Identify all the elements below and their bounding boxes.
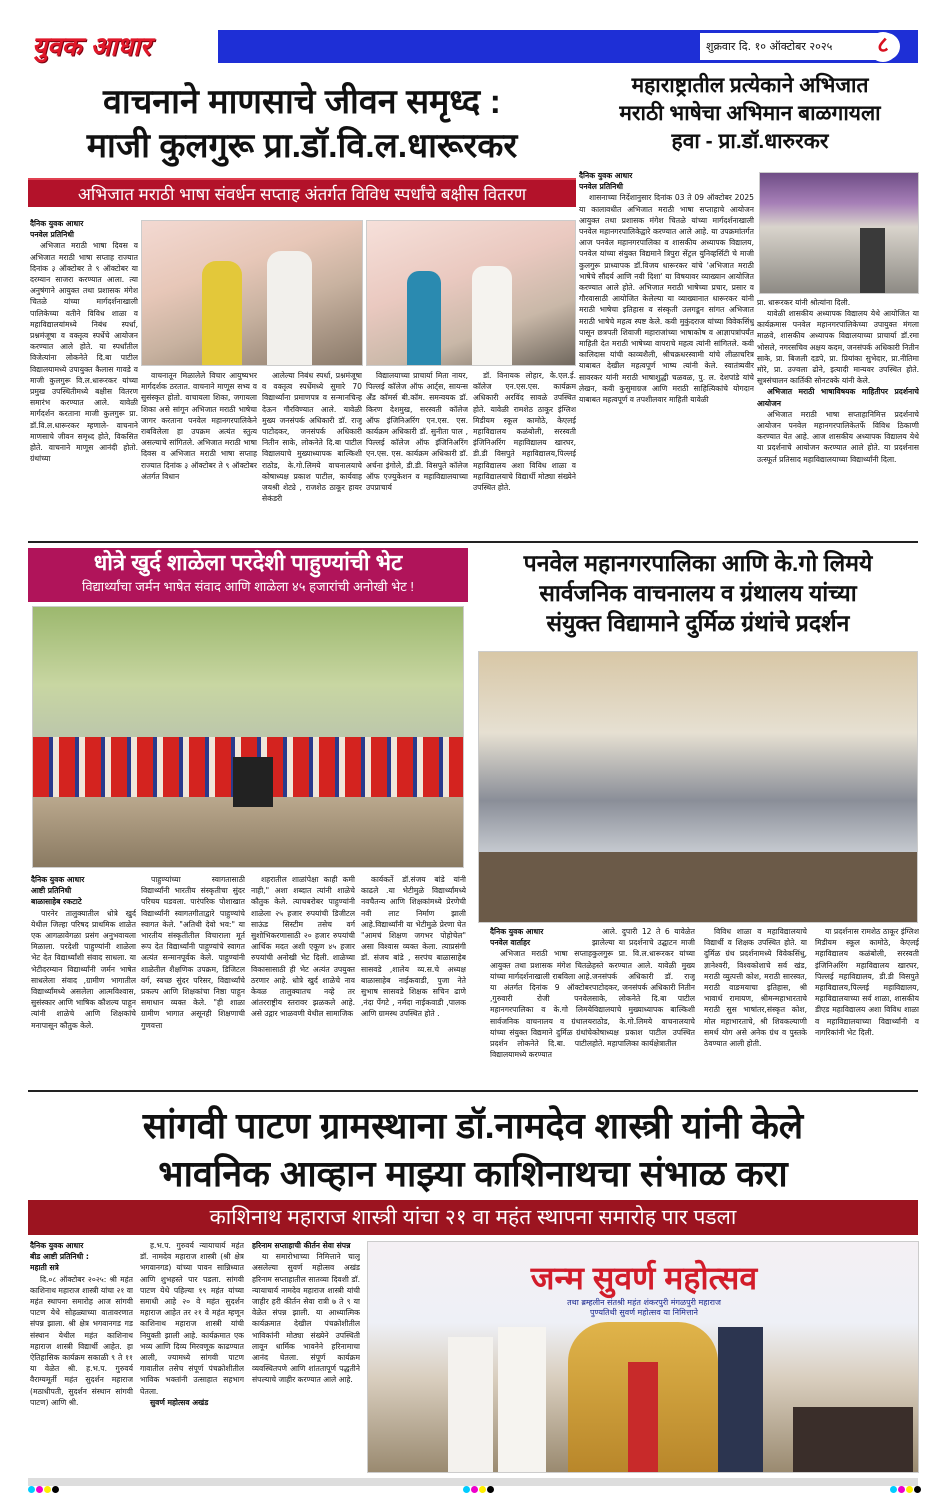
story2-column [579, 170, 754, 538]
article-text: शासनाच्या निर्देशानुसार दिनांक 03 ते 09 ऑक्टोबर 2025 या कालावधीत अभिजात मराठी भाषा सप्ताहाचे आयोजन आयुक्त तथा प्रशासक मंगेश चितळे यांच्या मार्गदर्शनाखाली पनवेल महानगरपालिकेद्वारे करण्यात आले आहे. या उपक्रमांतर्गत आज पनवेल महानगरपालिका व शासकीय अध्यापक विद्यालय, पनवेल यांच्या संयुक्त विद्यमाने त्रिपुरा सेंट्रल युनिव्हर्सिटी चे माजी कुलगुरू प्राध्यापक डॉ.विजय धारूरकर यांचे 'अभिजात मराठी भाषेचे सौंदर्य आणि नवी दिशा' या विषयावर व्याख्यान आयोजित करण्यात आले होते. अभिजात मराठी भाषेच्या प्रचार, प्रसार व गौरवासाठी आयोजित केलेल्या या व्याख्यानात धारूरकर यांनी मराठी भाषेचा इतिहास व संस्कृती उलगडून सांगत अभिजात मराठी भाषेचे महत्व स्पष्ट केले. कवी मुकुंदराज यांच्या विवेकसिंधु पासून छत्रपती शिवाजी महाराजांच्या भाषाकोष व आज्ञापत्रांपर्यंत माहिती देत मराठी भाषेच्या वापराचे महत्व त्यांनी सांगितले. कवी कालिदास यांची काव्यशैली, श्रीचक्रधरस्वामी यांचे लीळाचरित्र याबाबत देखील महत्वपूर्ण भाष्य त्यांनी केले. स्वातंत्र्यवीर सावरकर यांनी मराठी भाषाशुद्धी चळवळ, पु. ल. देशपांडे यांचे लेखन, कवी कुसुमाग्रज आणि मराठी साहित्यिकांचे योगदान याबाबत महत्वपूर्ण व तपशीलवार माहिती यावेळी [579, 193, 754, 405]
section-divider [28, 541, 918, 543]
story5-column [252, 1240, 360, 1476]
registration-marks [890, 1478, 922, 1497]
story5-strap: काशिनाथ महाराज शास्त्री यांचा २१ वा महंत स्थापना समारोह पार पडला [28, 1200, 918, 1235]
story4-column [592, 926, 695, 1084]
headline-line: सार्वजनिक वाचनालय व ग्रंथालय यांच्या [539, 580, 857, 606]
story5-column [140, 1240, 244, 1476]
story1-column [473, 370, 576, 536]
headline-line: पनवेल महानगरपालिका आणि के.गो लिमये [523, 550, 873, 576]
story3-photo [32, 606, 464, 868]
subheading: अभिजात मराठी भाषाविषयक माहितीपर प्रदर्शनाचे आयोजन [757, 387, 919, 408]
story4-column [490, 926, 592, 1084]
byline: बाळासाहेब रकटाटे [31, 897, 82, 907]
story3-column [31, 874, 136, 1084]
story5-photo [367, 1241, 919, 1473]
banner-subtitle-line: तथा ब्रम्हलीन संतश्री महंत शंकरपुरी मंगळपुरी महाराज [567, 1298, 721, 1307]
story4-headline [476, 548, 920, 638]
byline: दैनिक युवक आधार [579, 171, 633, 180]
subheading: सुवर्ण महोत्सव अखंड [150, 1397, 209, 1407]
byline: पनवेल प्रतिनिधी [579, 182, 623, 192]
story4-photo [478, 651, 918, 923]
story1-column [141, 370, 257, 536]
headline-line: भावनिक आव्हान माझ्या काशिनाथचा संभाळ करा [158, 1153, 788, 1194]
story3-subheadline: विद्यार्थ्यांचा जर्मन भाषेत संवाद आणि शाळेला ४५ हजारांची अनोखी भेट ! [81, 579, 415, 594]
story1-photo-1 [141, 220, 363, 366]
story2-photo [759, 172, 919, 294]
headline-line: वाचनाने माणसाचे जीवन समृध्द : [102, 83, 501, 121]
banner-title: जन्म सुवर्ण महोत्सव [530, 1260, 758, 1296]
article-text: अभिजात मराठी भाषा दिवस व अभिजात मराठी भाषा सप्ताह राज्यात दिनांक ३ ऑक्टोबर ते ९ ऑक्टोबर या दरम्यान साजरा करण्यात आला. त्या अनुषंगाने आयुक्त तथा प्रशासक मंगेश चितळे यांच्या मार्गदर्शनाखाली पालिकेच्या वतीने विविध शाळा व महाविद्यालयांमध्ये निबंध स्पर्धा, प्रश्नमंजूषा व वक्तृत्व स्पर्धेचे आयोजन करण्यात आले होते. या स्पर्धांतील विजेत्यांना लोकनेते दि.बा पाटील विद्यालयामध्ये उपायुक्त कैलास गावडे व माजी कुलगुरू वि.ल.धारूरकर यांच्या प्रमुख उपस्थितीमध्ये बक्षीस वितरण समारंभ करण्यात आले. यावेळी मार्गदर्शन करताना माजी कुलगुरू प्रा. डॉ.वि.ल.धारूरकर म्हणाले- वाचनाने माणसाचे जीवन समृध्द होते, विकसित होते. वाचनाने माणूस आनंदी होतो. ग्रंथांच्या [30, 241, 138, 464]
headline-line: मराठी भाषेचा अभिमान बाळगायला [619, 102, 881, 125]
article-text: विविध शाळा व महाविद्यालयाचे विद्यार्थी व शिक्षक उपस्थित होते. या दुर्मिळ ग्रंथ प्रदर्शनामध्ये विवेकसिंधु, ज्ञानेश्वरी, विश्वकोशाचे सर्व खंड, मराठी व्युत्पत्ती कोश, मराठी सारस्वत, मराठी वाङमयाचा इतिहास, श्री भावार्थ रामायण, श्रीमन्महाभारताचे मराठी सुस भाषांतर,संस्कृत कोश, मोल महाभारताचे, श्री शिवकल्याणी समर्थ योग असे अनेक ग्रंथ व पुस्तके ठेवण्यात आली होती. [704, 927, 807, 1049]
subheading: हरिनाम सप्ताहाची कीर्तन सेवा संपन्न [252, 1241, 351, 1250]
story3-headline: धोत्रे खुर्द शाळेला परदेशी पाहुण्यांची भेट [93, 550, 403, 575]
banner-subtitle [368, 1298, 919, 1318]
byline: पनवेल प्रतिनिधी [30, 230, 74, 240]
story1-photo-2 [366, 220, 576, 366]
byline: पनवेल वार्ताहर [490, 938, 531, 948]
story1-strap: अभिजात मराठी भाषा संवर्धन सप्ताह अंतर्गत विविध स्पर्धांचे बक्षीस वितरण [28, 178, 576, 207]
byline: दैनिक युवक आधार [490, 927, 544, 936]
article-text: अभिजात मराठी भाषा सप्ताह आयुक्त तथा प्रशासक मंगेश चितळे यांच्या मार्गदर्शनाखाली राबविला आहे. या अंतर्गत दिनांक 9 ऑक्टोबर ,गुरुवारी रोजी पनवेल महानगरपालिका व के.गो लिमये सार्वजनिक वाचनालय व ग्रंथालय यांच्या संयुक्त विद्यमाने दुर्मिळ ग्रंथांचे प्रदर्शन लोकनेते दि.बा. पाटील विद्यालयामध्ये करण्यात [490, 949, 592, 1060]
registration-marks [463, 1478, 495, 1497]
headline-line: संयुक्त विद्यामाने दुर्मिळ ग्रंथांचे प्रदर्शन [546, 610, 850, 636]
story5-column [30, 1240, 133, 1476]
byline: बीड आष्टी प्रतिनिधी : [30, 1252, 89, 1262]
article-text: दि.०८ ऑक्टोबर २०२५: श्री महंत काशिनाथ महाराज शास्त्री यांचा २१ वा महंत स्थापना समारोह आज सांगवी पाटण येथे सोहळ्याच्या वातावरणात संपन्न झाला. श्री क्षेत्र भगवानगड गड संस्थान येथील महंत काशिनाथ महाराज शास्त्री विद्यार्थी आहेत. हा ऐतिहासिक कार्यक्रम सकाळी ९ ते ११ या वेळेत श्री. ह.भ.प. गुरुवर्य वैराग्यमूर्ती महंत सुदर्शन महाराज (मठाधीपती, सुदर्शन संस्थान सांगवी पाटण) आणि श्री. [30, 1274, 133, 1407]
section-divider [28, 1090, 918, 1092]
article-text: ह.भ.प. गुरुवर्य न्यायाचार्य महंत डॉ. नामदेव महाराज शास्त्री (श्री क्षेत्र भगवानगड) यांच्या पावन सान्निध्यात आणि शुभहस्ते पार पडला. सांगवी पाटण येथे पहिल्या १९ महंत यांच्या समाधी आहे २० वे महंत सुदर्शन महाराज आहेत तर २१ वे महंत म्हणून काशिनाथ महाराज शास्त्री यांची नियुक्ती झाली आहे. कार्यक्रमात एक भव्य आणि दिव्य मिरवणूक काढण्यात आली, ज्यामध्ये सांगवी पाटण गावातील तसेच संपूर्ण पंचक्रोशीतील भाविक भक्तांनी उत्साहात सहभाग घेतला. [140, 1241, 244, 1396]
article-text: पाहुण्यांच्या स्वागतासाठी विद्यार्थ्यांनी भारतीय संस्कृतीचा सुंदर परिचय घडवला. पारंपरिक पोशाखात विद्यार्थ्यांनी स्वागतगीताद्वारे पाहुण्यांचे स्वागत केले. "अतिथी देवो भव:" या भारतीय संस्कृतीतील विचाराला मूर्त रूप देत विद्यार्थ्यांनी पाहुण्यांचे स्वागत अत्यंत सन्मानपूर्वक केले. पाहुण्यांनी शाळेतील शैक्षणिक उपक्रम, डिजिटल वर्ग, स्वच्छ सुंदर परिसर, विद्यार्थ्यांचे प्रकल्प आणि शिक्षकांचा निष्ठा पाहून समाधान व्यक्त केले. "ही शाळा ग्रामीण भागात असूनही शिक्षणाची गुणवत्ता [141, 875, 245, 1030]
story3-header-box [28, 548, 468, 602]
newspaper-logo: युवक आधार [28, 30, 218, 65]
story4-column [704, 926, 807, 1084]
story4-column [815, 926, 919, 1084]
article-text: कार्यकर्ते डॉ.संजय बांडे यांनी काढले .या भेटीमुळे विद्यार्थ्यांमध्ये नवचैतन्य आणि शिक्षकांमध्ये प्रेरणेची नवी लाट निर्माण झाली आहे.विद्यार्थ्यांनी या भेटीमुळे प्रेरणा घेत "आमचं शिक्षण जगभर पोहोचेल" असा विश्वास व्यक्त केला. त्याप्रसंगी डॉ. संजय बांडे , सरपंच बाळासाहेब सासवडे ,शालेय व्य.स.चे अध्यक्ष बाळासाहेब नाईकवाडी, पुजा नेते सुभाष सासवडे शिक्षक सचिन ढाणे ,नंदा पेंगटे , नर्मदा नाईकवाडी ,पालक आणि ग्रामस्थ उपस्थित होते . [361, 875, 466, 1019]
article-text: आलेल्या निबंध स्पर्धा, प्रश्नमंजूषा व वक्तृत्व स्पर्धेमध्ये सुमारे 70 विद्यार्थ्यांना प्रमाणपत्र व सन्मानचिन्ह देऊन गौरविण्यात आले. यावेळी मुख्य जनसंपर्क अधिकारी डॉ. राजू पाटोदकर, जनसंपर्क अधिकारी नितीन साके, लोकनेते दि.बा पाटील विद्यालयाचे मुख्याध्यापक बाल्किशी राठोड, के.गो.लिमये वाचनालयाचे कोषाध्यक्ष प्रकाश पाटील, कार्यवाह जयश्री शेट्ये , राजशेठ ठाकूर हायर सेकंडरी [262, 371, 362, 504]
story1-column [366, 370, 468, 536]
article-text: डॉ. विनायक लोहार, के.एल.ई. कॉलेज एन.एस.एस. कार्यक्रम अधिकारी अरविंद सावळे उपस्थित होते. यावेळी रामशेठ ठाकूर इंग्लिश मिडीयम स्कूल कामोठे, केएलई महाविद्यालय कळंबोली, सरस्वती इंजिनिअरिंग महाविद्यालय खारघर, डी.डी विसपुते महाविद्यालय,पिल्लई महाविद्यालय अशा विविध शाळा व महाविद्यालयाचे विद्यार्थी मोठ्या संख्येने उपस्थित होते. [473, 371, 576, 493]
byline: दैनिक युवक आधार [30, 219, 84, 228]
article-text: यावेळी शासकीय अध्यापक विद्यालय येथे आयोजित या कार्यक्रमास पनवेल महानगरपालिकेच्या उपायुक्त मंगला माळवे, शासकीय अध्यापक विद्यालयाच्या प्राचार्या डॉ.रमा भोसले, नगरसचिव अक्षय कदम, जनसंपर्क अधिकारी नितीन साके, प्रा. बिजली दडपे, प्रा. प्रियांका सुभेदार, प्रा.नीतिमा मोरे, प्रा. उज्वला ढोने, इत्यादी मान्यवर उपस्थित होते. सूत्रसंचालन कार्तिकी सोनटक्के यांनी केले. [757, 309, 919, 386]
story5-headline [28, 1102, 918, 1198]
registration-marks [28, 1478, 60, 1497]
banner-subtitle-line: पुण्यतिथी सुवर्ण महोत्सव या निमित्ताने [590, 1308, 698, 1317]
article-text: या समारोभाच्या निमित्ताने चालू असलेल्या सुवर्ण महोत्सव अखंड हरिनाम सप्ताहातील सातव्या दिवशी डॉ. न्यायाचार्य नामदेव महाराज शास्त्री यांची जाहीर हरी कीर्तन सेवा रात्री ७ ते ९ या वेळेत संपन्न झाली. या आध्यात्मिक कार्यक्रमात देखील पंचक्रोशीतील भाविकांनी मोठ्या संख्येने उपस्थिती लावून धार्मिक भावनेने हरिनामाचा आनंद घेतला. संपूर्ण कार्यक्रम व्यवस्थितपणे आणि शांततापूर्ण पद्धतीने संपल्याचे जाहीर करण्यात आले आहे. [252, 1252, 360, 1385]
story2-headline [580, 72, 920, 156]
story3-column [141, 874, 245, 1084]
page-number: ८ [868, 32, 898, 62]
article-text: पारनेर तालुक्यातील धोत्रे खुर्द येथील जिल्हा परिषद प्राथमिक शाळेत एक आगळावेगळा प्रसंग अनुभवायला मिळाला. परदेशी पाहुण्यांनी शाळेला भेट देत विद्यार्थ्यांशी संवाद साधला. या भेटीदरम्यान विद्यार्थ्यांनी जर्मन भाषेत साधलेला संवाद ,ग्रामीण भागातील विद्यार्थ्यांमध्ये असलेला आत्मविश्वास, सुसंस्कार आणि भाषिक कौशल्य पाहून त्यांनी शाळेचे आणि शिक्षकांचे मनापासून कौतुक केले. [31, 908, 136, 1030]
article-text: विद्यालयाच्या प्राचार्या मिता नायर, पिल्लई कॉलेज ऑफ आर्ट्स, सायन्स अँड कॉमर्स बी.कॉम. समन्वयक डॉ. किरण देशमुख, सरस्वती कॉलेज ऑफ इंजिनिअरिंग एन.एस. एस. कार्यक्रम अधिकारी डॉ. सुनीता पाल , पिल्लई कॉलेज ऑफ इंजिनिअरिंग एन.एस. एस. कार्यक्रम अधिकारी डॉ. अर्चना इंगोले, डी.डी. विसपुते कॉलेज ऑफ एज्युकेशन व महाविद्यालयाच्या उपप्राचार्य [366, 371, 468, 493]
story3-column [251, 874, 355, 1084]
issue-date: शुक्रवार दि. १० ऑक्टोबर २०२५ [700, 33, 900, 60]
byline: महाती सत्रे [30, 1263, 59, 1273]
headline-line: सांगवी पाटण ग्रामस्थाना डॉ.नामदेव शास्त्री यांनी केले [142, 1105, 804, 1146]
article-text: वाचनातून मिळालेले विचार आयुष्यभर मार्गदर्शक ठरतात. वाचनाने माणूस सभ्य व सुसंस्कृत होतो. वाचायला शिका, जगायला शिका असे सांगून अभिजात मराठी भाषेचा जागर करताना पनवेल महानगरपालिकेने राबविलेला हा उपक्रम अत्यंत स्तुत्य असल्याचे सांगितले. अभिजात मराठी भाषा दिवस व अभिजात मराठी भाषा सप्ताह राज्यात दिनांक ३ ऑक्टोबर ते ९ ऑक्टोबर अंतर्गत विधान [141, 371, 257, 481]
story3-column [361, 874, 466, 1084]
story1-column [30, 218, 138, 536]
article-text: आले. दुपारी 12 ते 6 यावेळेत झालेल्या या प्रदर्शनाचे उद्घाटन माजी कुलगुरू प्रा. वि.ल.धारूरकर यांच्या हस्ते करण्यात आले. यावेळी मुख्य जनसंपर्क अधिकारी डॉ. राजू पाटोदकर, जनसंपर्क अधिकारी नितीन साके, लोकनेते दि.बा पाटील विद्यालयाचे मुख्याध्यापक बाल्किशी राठोड, के.गो.लिमये वाचनालयाचे कोषाध्यक्ष प्रकाश पाटील उपस्थित होते. महापालिका कार्यक्षेत्रातील [592, 927, 695, 1049]
story1-headline [28, 80, 576, 168]
photo-caption: प्रा. धारूरकर यांनी श्रोत्यांना दिली. [757, 298, 851, 307]
story2-column [757, 297, 919, 538]
article-text: या प्रदर्शनास रामशेठ ठाकूर इंग्लिश मिडीयम स्कूल कामोठे, केएलई महाविद्यालय कळंबोली, सरस्वती इंजिनिअरिंग महाविद्यालय खारघर, पिल्लई महाविद्यालय, डी.डी विसपुते महाविद्यालय,पिल्लई महाविद्यालय, महाविद्यालयाच्या सर्व शाळा, शासकीय डीएड महाविद्यालय अशा विविध शाळा व महाविद्यालयाच्या विद्यार्थ्यांनी व नागरिकांनी भेट दिली. [815, 927, 919, 1037]
headline-line: महाराष्ट्रातील प्रत्येकाने अभिजात [631, 74, 869, 97]
article-text: शहरातील शाळांपेक्षा काही कमी नाही," अशा शब्दात त्यांनी शाळेचे कौतुक केले. त्याचबरोबर पाहुण्यांनी शाळेला २५ हजार रुपयांची डिजीटल साऊंड सिस्टीम तसेच वर्ग सुशोभिकरणासाठी २० हजार रुपयांची आर्थिक मदत अशी एकूण ४५ हजार रुपयांची अनोखी भेट दिली. शाळेच्या विकासासाठी ही भेट अत्यंत उपयुक्त ठरणार आहे. धोत्रे खुर्द शाळेचे नाव केवळ तालुक्यातच नव्हे तर आंतरराष्ट्रीय स्तरावर झळकले आहे. असे उद्गार भाळवणी येथील सामाजिक [251, 875, 355, 1019]
article-text: अभिजात मराठी भाषा सप्ताहानिमित्त प्रदर्शनाचे आयोजन पनवेल महानगरपालिकेतर्फे विविध ठिकाणी करण्यात येत आहे. आज शासकीय अध्यापक विद्यालय येथे या प्रदर्शनाचे आयोजन करण्यात आले होते. या प्रदर्शनास उत्स्फूर्त प्रतिसाद महाविद्यालयाच्या विद्यार्थ्यांनी दिला. [757, 409, 919, 464]
headline-line: माजी कुलगुरू प्रा.डॉ.वि.ल.धारूरकर [86, 127, 518, 165]
byline: आष्टी प्रतिनिधी [31, 886, 72, 896]
story1-column [262, 370, 362, 536]
byline: दैनिक युवक आधार [30, 1241, 84, 1250]
byline: दैनिक युवक आधार [31, 875, 85, 884]
headline-line: हवा - प्रा.डॉ.धारुरकर [671, 130, 829, 153]
